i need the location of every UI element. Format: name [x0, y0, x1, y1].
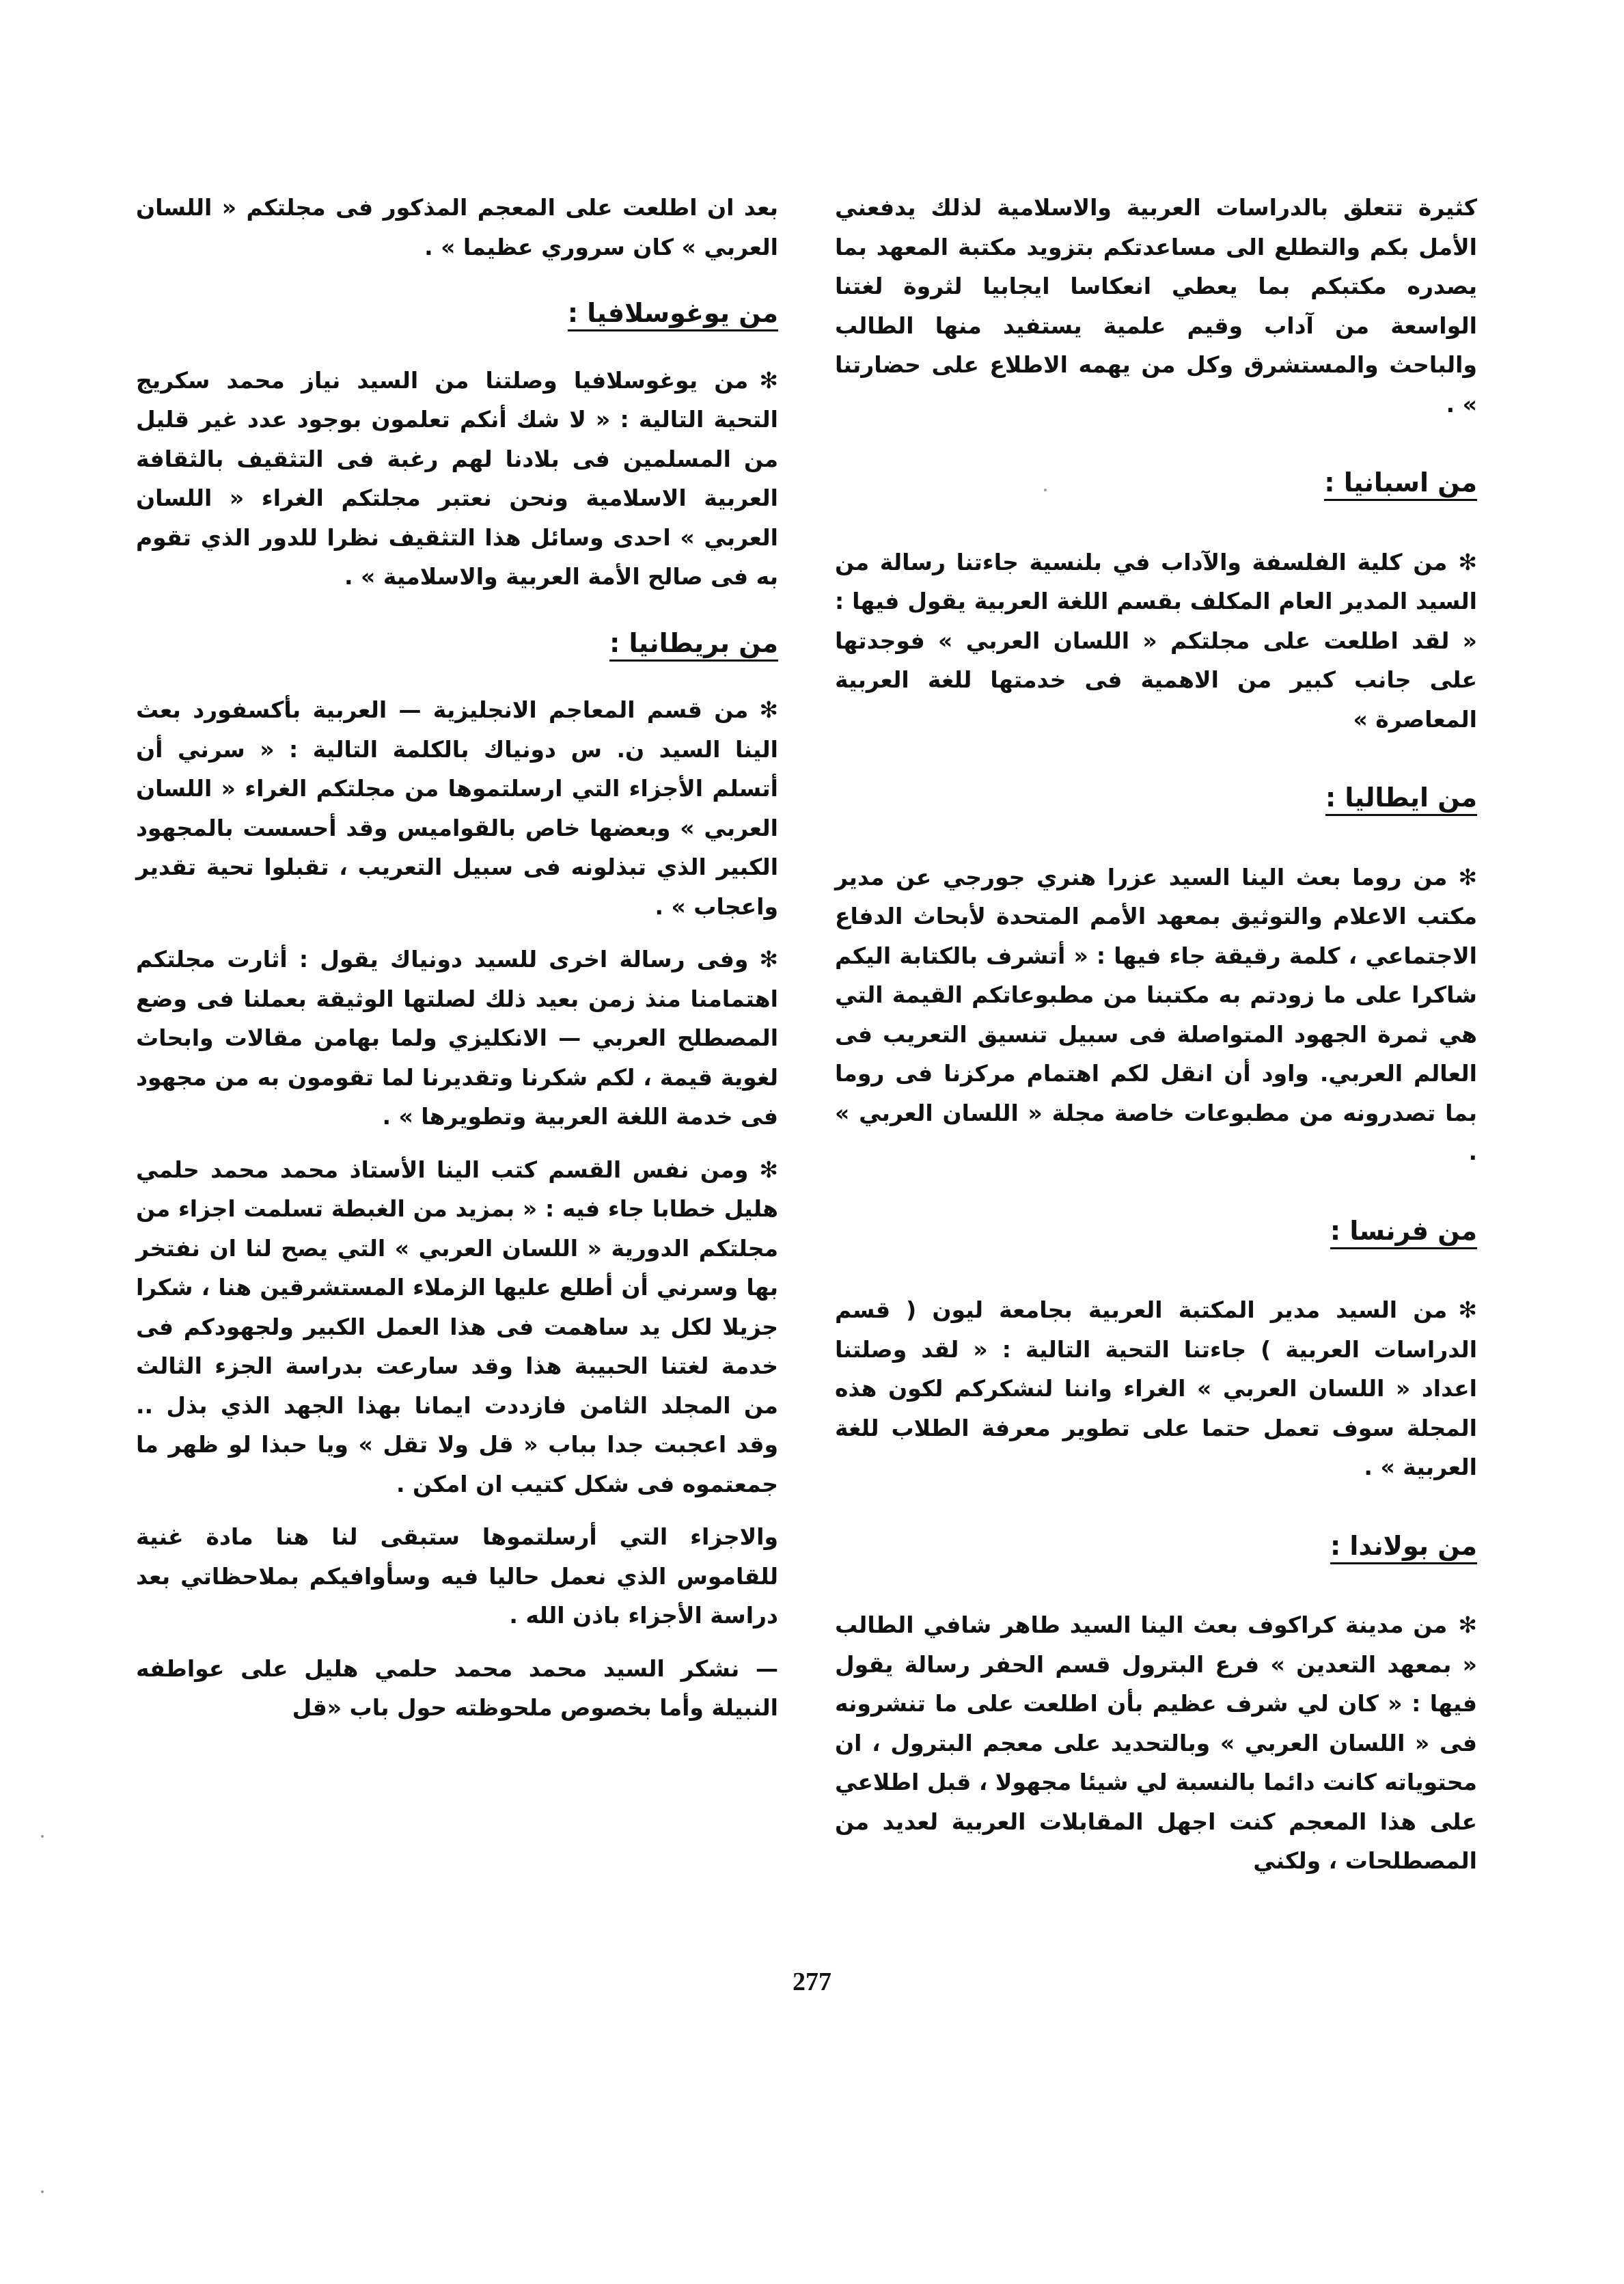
heading-britain: من بريطانيا : — [136, 624, 778, 664]
heading-france: من فرنسا : — [835, 1212, 1477, 1251]
asterisk-icon: ✻ — [1458, 548, 1477, 575]
asterisk-icon: ✻ — [1458, 1296, 1477, 1323]
paragraph-yugoslavia: ✻من يوغوسلافيا وصلتنا من السيد نياز محمد سكريج التحية التالية : « لا شك أنكم تعلمون بوجود عدد غير قليل من المسلمين فى بلادنا لهم رغبة فى التثقيف بالثقافة العربية الاسلامية ونحن نعتبر مجلتكم الغراء « اللسان العربي » احدى وسائل هذا التثقيف نظرا للدور الذي تقوم به فى صالح الأمة العربية والاسلامية » . — [136, 366, 778, 590]
left-column — [136, 188, 778, 1728]
paragraph-italy: ✻من روما بعث الينا السيد عزرا هنري جورجي عن مدير مكتب الاعلام والتوثيق بمعهد الأمم المتحدة لأبحاث الدفاع الاجتماعي ، كلمة رقيقة جاء فيها : « أتشرف بالكتابة اليكم شاكرا على ما زودتم به مكتبنا من مطبوعاتكم القيمة التي هي ثمرة الجهود المتواصلة فى سبيل تنسيق التعريب فى العالم العربي. واود أن انقل لكم اهتمام مركزنا فى روما بما تصدرونه من مطبوعات خاصة مجلة « اللسان العربي » . — [835, 863, 1477, 1165]
paragraph-france: ✻من السيد مدير المكتبة العربية بجامعة ليون ( قسم الدراسات العربية ) جاءتنا التحية التالية : « لقد وصلتنا اعداد « اللسان العربي » الغراء واننا لنشكركم لكون هذه المجلة سوف تعمل حتما على تطوير معرفة الطلاب للغة العربية » . — [835, 1296, 1477, 1480]
asterisk-icon: ✻ — [1458, 863, 1477, 891]
paragraph-britain-2: ✻وفى رسالة اخرى للسيد دونياك يقول : أثارت مجلتكم اهتمامنا منذ زمن بعيد ذلك لصلتها الوثيقة بعملنا فى وضع المصطلح العربي — الانكليزي ولما بهامن مقالات وابحاث لغوية قيمة ، لكم شكرنا وتقديرنا لما تقومون به من مجهود فى خدمة اللغة العربية وتطويرها » . — [136, 946, 778, 1130]
paragraph-poland: ✻من مدينة كراكوف بعث الينا السيد طاهر شافي الطالب « بمعهد التعدين » فرع البترول قسم الحفر رسالة يقول فيها : « كان لي شرف عظيم بأن اطلعت على ما تنشرونه فى « اللسان العربي » وبالتحديد على معجم البترول ، ان محتوياته كانت دائما بالنسبة لي شيئا مجهولا ، قبل اطلاعي على هذا المعجم كنت اجهل المقابلات العربية لعديد من المصطلحات ، ولكني — [834, 1612, 1477, 1874]
paragraph-right-intro: كثيرة تتعلق بالدراسات العربية والاسلامية لذلك يدفعني الأمل بكم والتطلع الى مساعدتكم بتزويد مكتبة المعهد بما يصدره مكتبكم بما يعطي انعكاسا ايجابيا لثروة لغتنا الواسعة من آداب وقيم علمية يستفيد منها الطالب والباحث والمستشرق وكل من يهمه الاطلاع على حضارتنا » . — [835, 194, 1477, 418]
paragraph-britain-3: ✻ومن نفس القسم كتب الينا الأستاذ محمد محمد حلمي هليل خطابا جاء فيه : « بمزيد من الغبطة تسلمت اجزاء من مجلتكم الدورية « اللسان العربي » التي يصح لنا ان نفتخر بها وسرني أن أطلع عليها الزملاء المستشرقين هنا ، شكرا جزيلا لكل يد ساهمت فى هذا العمل الكبير ولجهودكم فى خدمة لغتنا الحبيبة هذا وقد سارعت بدراسة الجزء الثالث من المجلد الثامن فازددت ايمانا بهذا الجهد الذي بذل .. وقد اعجبت جدا بباب « قل ولا تقل » ويا حبذا لو ظهر ما جمعتموه فى شكل كتيب ان امكن . — [136, 1156, 778, 1497]
asterisk-icon: ✻ — [759, 946, 778, 973]
scan-speck — [41, 1835, 44, 1838]
paragraph-spain: ✻من كلية الفلسفة والآداب في بلنسية جاءتنا رسالة من السيد المدير العام المكلف بقسم اللغة العربية يقول فيها : « لقد اطلعت على مجلتكم « اللسان العربي » فوجدتها على جانب كبير من الاهمية فى خدمتها للغة العربية المعاصرة » — [835, 548, 1477, 733]
paragraph-britain-1: ✻من قسم المعاجم الانجليزية — العربية بأكسفورد بعث الينا السيد ن. س دونياك بالكلمة التالية : « سرني أن أتسلم الأجزاء التي ارسلتموها من مجلتكم الغراء « اللسان العربي » وبعضها خاص بالقواميس وقد أحسست بالمجهود الكبير الذي تبذلونه فى سبيل التعريب ، تقبلوا تحية تقدير واعجاب » . — [136, 696, 778, 920]
heading-spain: من اسبانيا : — [835, 463, 1477, 503]
paragraph-left-intro: بعد ان اطلعت على المعجم المذكور فى مجلتكم « اللسان العربي » كان سروري عظيما » . — [136, 194, 778, 260]
heading-italy: من ايطاليا : — [835, 778, 1477, 818]
scan-speck — [1044, 489, 1047, 491]
paragraph-britain-5: — نشكر السيد محمد محمد حلمي هليل على عواطفه النبيلة وأما بخصوص ملحوظته حول باب «قل — [136, 1655, 778, 1721]
scan-speck — [41, 2190, 44, 2193]
asterisk-icon: ✻ — [759, 1156, 778, 1183]
paragraph-britain-4: والاجزاء التي أرسلتموها ستبقى لنا هنا مادة غنية للقاموس الذي نعمل حاليا فيه وسأوافيكم بملاحظاتي بعد دراسة الأجزاء باذن الله . — [136, 1523, 778, 1629]
heading-yugoslavia: من يوغوسلافيا : — [136, 294, 778, 334]
heading-poland: من بولاندا : — [835, 1527, 1477, 1566]
asterisk-icon: ✻ — [759, 366, 778, 394]
asterisk-icon: ✻ — [1458, 1612, 1477, 1638]
right-column — [835, 188, 1477, 1881]
asterisk-icon: ✻ — [759, 696, 778, 723]
page-number: 277 — [793, 1968, 831, 1996]
